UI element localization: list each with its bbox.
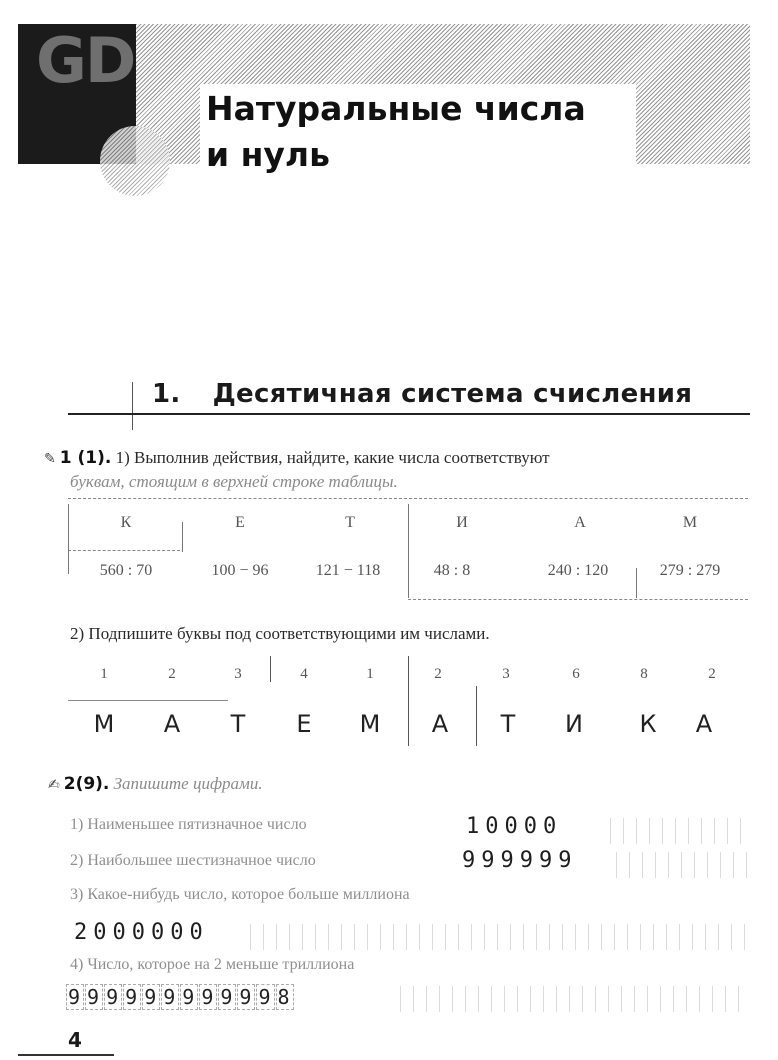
digit-cell: 9 [87,985,102,1009]
answer-number: 2 [434,666,442,682]
handwritten-letter: К [639,710,657,738]
answer-grid-cells [400,986,748,1012]
answer-divider [408,656,409,746]
table-letter: И [456,514,468,531]
table-letter: А [574,514,586,531]
answer-divider [270,656,271,682]
table-divider-3 [636,568,637,598]
handwritten-letter: Е [296,710,312,738]
page-number: 4 [68,1028,82,1052]
task2-q2-label: 2) Наибольшее шестизначное число [70,852,316,869]
table-letter: Е [235,514,245,531]
answer-row [68,656,748,752]
pen-icon: ✍ [48,777,60,793]
answer-number: 3 [502,666,510,682]
chapter-title-line2: и нуль [206,135,330,174]
task2-q1-answer: 10000 [466,814,563,839]
chapter-title [200,84,636,182]
section-tick [132,382,133,430]
answer-number: 1 [366,666,374,682]
task1-instruction-line1 [44,448,550,468]
table-top-border [68,498,748,500]
answer-number: 4 [300,666,308,682]
answer-number: 1 [100,666,108,682]
task2-q3-label: 3) Какое-нибудь число, которое больше миллиона [70,886,410,903]
table-expression: 240 : 120 [547,562,609,579]
answer-underline [68,700,228,701]
table-left-border [68,504,69,574]
table-mid-border [68,550,180,552]
task2-q4-answer [66,984,295,1010]
answer-grid-cells [610,818,748,844]
handwritten-letter: А [695,710,713,738]
digit-cell: 9 [220,985,235,1009]
task1-number: 1 (1). [59,448,112,468]
task2-q2-answer: 999999 [462,848,578,873]
answer-divider [476,686,477,746]
task2-q1-label: 1) Наименьшее пятизначное число [70,816,307,833]
chapter-title-line1: Натуральные числа [206,89,586,128]
table-expression: 121 − 118 [315,562,381,579]
handwritten-letter: М [359,710,381,738]
digit-cell: 9 [106,985,121,1009]
task1-part2-instruction: 2) Подпишите буквы под соответствующими им числами. [70,624,490,643]
table-letter: М [682,514,698,531]
publisher-logo: GD [36,24,135,97]
handwritten-letter: А [431,710,449,738]
table-expression: 48 : 8 [433,562,471,579]
task1-instruction-line2: буквам, стоящим в верхней строке таблицы. [70,472,398,491]
section-rule [68,413,750,415]
table-divider-2 [408,504,409,598]
section-title [152,379,692,409]
answer-number: 3 [234,666,242,682]
digit-cell: 9 [239,985,254,1009]
pencil-icon: ✎ [44,451,56,467]
table-bottom-border [408,599,748,601]
section-number: 1. [152,379,181,409]
task2-q3-answer: 2000000 [74,920,209,945]
answer-number: 6 [572,666,580,682]
handwritten-letter: М [93,710,115,738]
answer-grid-cells [616,852,748,878]
handwritten-letter: А [163,710,181,738]
table-letter: Т [345,514,355,531]
handwritten-letter: И [565,710,583,738]
digit-cell: 9 [258,985,273,1009]
digit-cell: 9 [144,985,159,1009]
task2-instruction-text: Запишите цифрами. [113,774,263,793]
answer-number: 2 [708,666,716,682]
digit-cell: 9 [68,985,83,1009]
table-expression: 279 : 279 [659,562,721,579]
task2-number: 2(9). [63,774,110,794]
handwritten-letter: Т [230,710,246,738]
table-expression: 560 : 70 [99,562,153,579]
task1-instruction-text: 1) Выполнив действия, найдите, какие числа соответствуют [115,448,550,467]
footer-rule [18,1054,114,1056]
digit-cell: 9 [182,985,197,1009]
task1-table [68,498,748,600]
task2-instruction [48,774,263,794]
digit-cell: 9 [201,985,216,1009]
answer-number: 2 [168,666,176,682]
table-divider-1 [182,522,183,552]
header-decorative-circle [100,126,170,196]
table-letter: К [120,514,132,531]
digit-cell: 8 [277,985,292,1009]
task2-q4-label: 4) Число, которое на 2 меньше триллиона [70,956,355,973]
handwritten-letter: Т [500,710,516,738]
table-expression: 100 − 96 [211,562,269,579]
section-title-text: Десятичная система счисления [212,379,693,409]
digit-cell: 9 [125,985,140,1009]
digit-cell: 9 [163,985,178,1009]
answer-number: 8 [640,666,648,682]
answer-grid-cells [250,924,748,950]
